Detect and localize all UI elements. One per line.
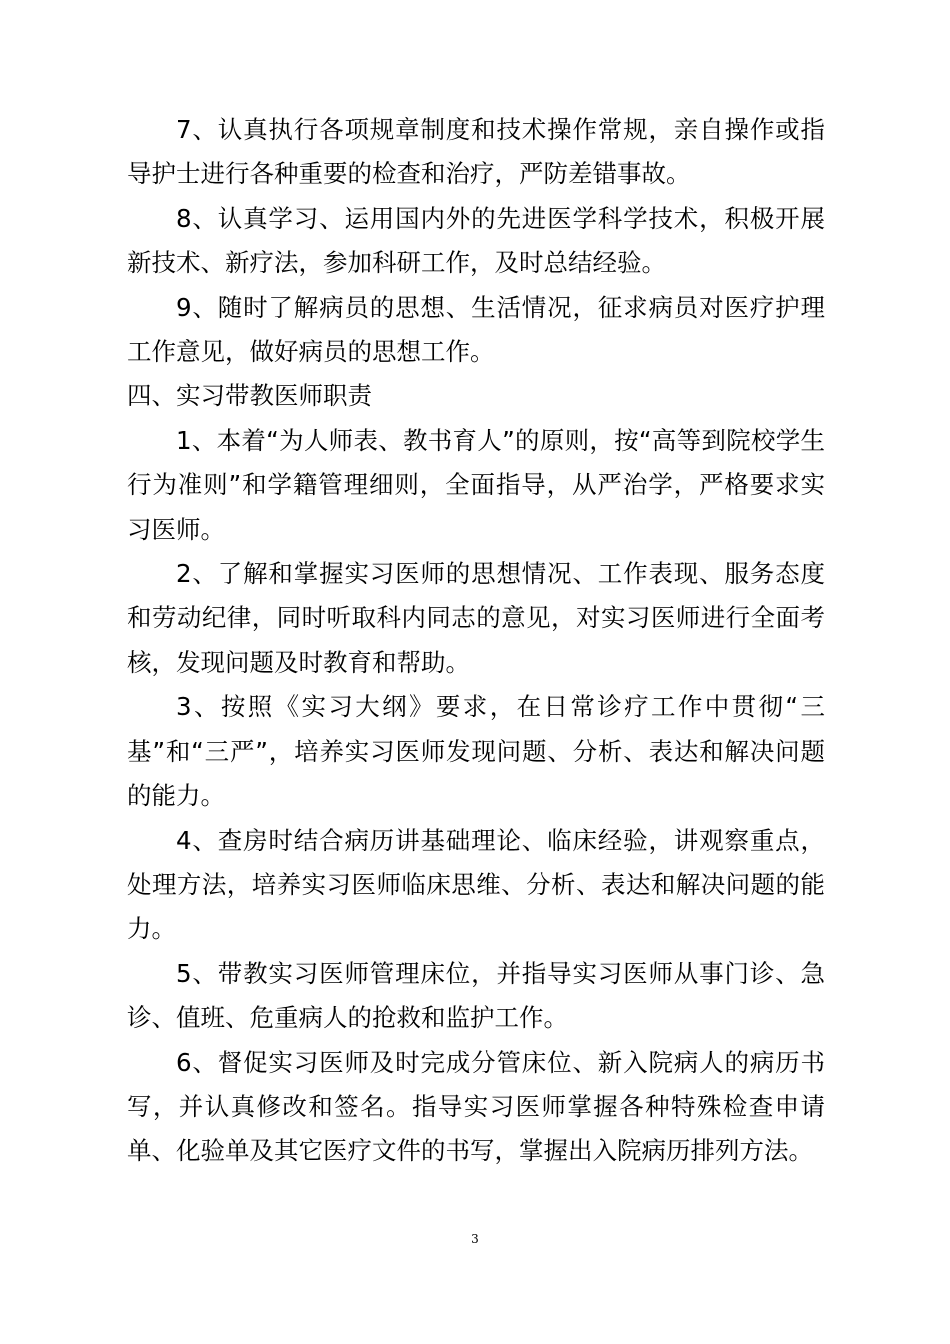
page-number: 3 xyxy=(471,1232,479,1246)
document-body xyxy=(127,108,825,1174)
paragraph-item-3: 3、按照《实习大纲》要求，在日常诊疗工作中贯彻“三基”和“三严”，培养实习医师发现问题、分析、表达和解决问题的能力。 xyxy=(127,692,825,811)
section-heading: 四、实习带教医师职责 xyxy=(127,381,372,411)
paragraph-item-5: 5、带教实习医师管理床位，并指导实习医师从事门诊、急诊、值班、危重病人的抢救和监护工作。 xyxy=(127,958,825,1033)
paragraph-item-4: 4、查房时结合病历讲基础理论、临床经验，讲观察重点，处理方法，培养实习医师临床思维、分析、表达和解决问题的能力。 xyxy=(127,825,825,944)
paragraph-item-6: 6、督促实习医师及时完成分管床位、新入院病人的病历书写，并认真修改和签名。指导实习医师掌握各种特殊检查申请单、化验单及其它医疗文件的书写，掌握出入院病历排列方法。 xyxy=(127,1047,825,1166)
paragraph-item-2: 2、了解和掌握实习医师的思想情况、工作表现、服务态度和劳动纪律，同时听取科内同志的意见，对实习医师进行全面考核，发现问题及时教育和帮助。 xyxy=(127,559,825,677)
paragraph-item-9: 9、随时了解病员的思想、生活情况，征求病员对医疗护理工作意见，做好病员的思想工作。 xyxy=(127,292,825,367)
paragraph-item-8: 8、认真学习、运用国内外的先进医学科学技术，积极开展新技术、新疗法，参加科研工作，及时总结经验。 xyxy=(127,203,825,278)
paragraph-item-1: 1、本着“为人师表、教书育人”的原则，按“高等到院校学生行为准则”和学籍管理细则，全面指导，从严治学，严格要求实习医师。 xyxy=(127,425,825,544)
paragraph-item-7: 7、认真执行各项规章制度和技术操作常规，亲自操作或指导护士进行各种重要的检查和治疗，严防差错事故。 xyxy=(127,115,825,189)
